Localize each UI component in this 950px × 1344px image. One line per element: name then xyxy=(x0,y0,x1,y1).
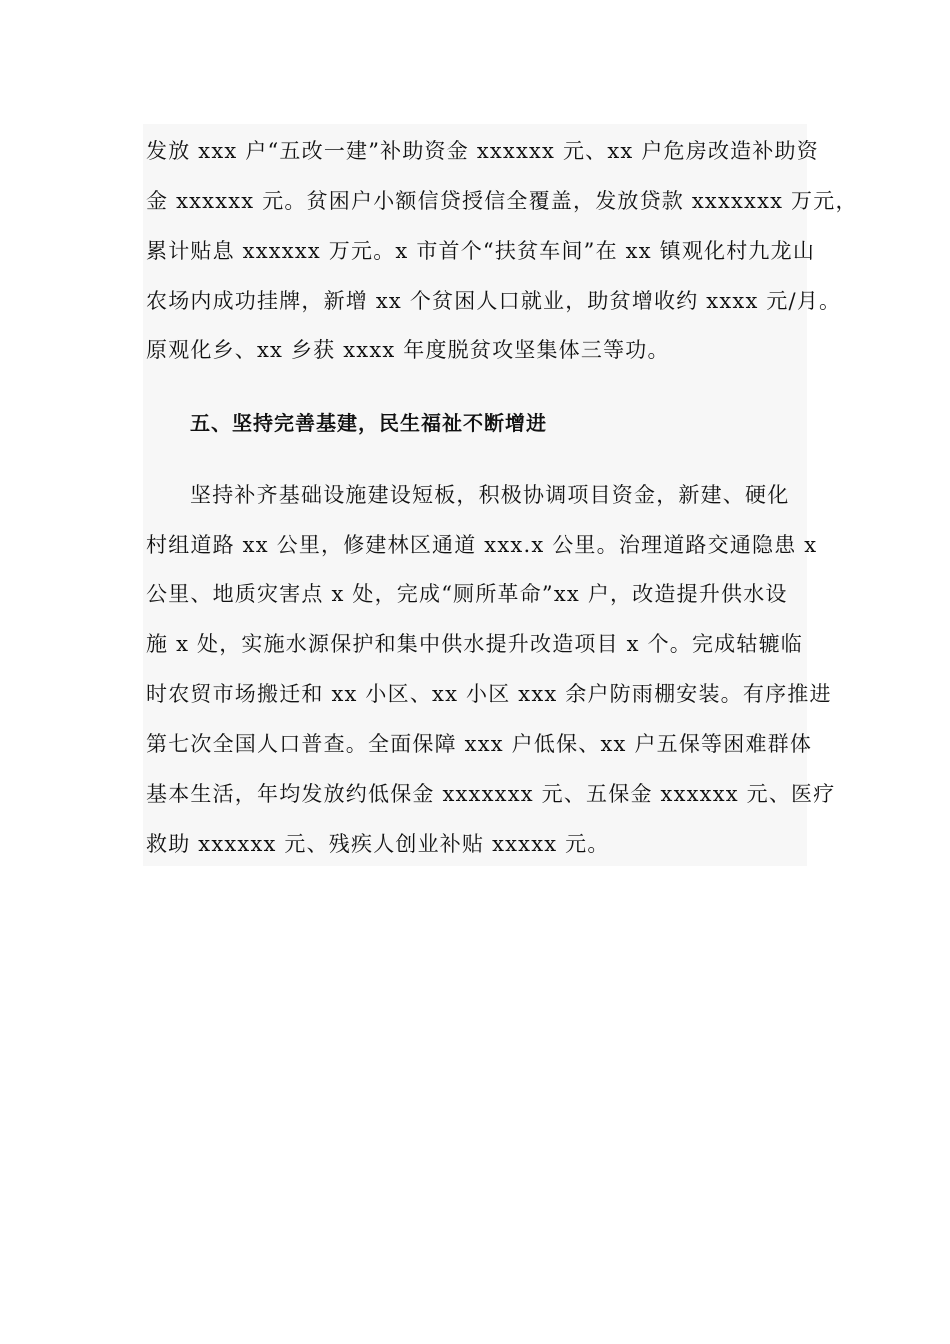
paragraph-1-line-1: 发放 xxx 户“五改一建”补助资金 xxxxxx 元、xx 户危房改造补助资 xyxy=(146,139,819,163)
paragraph-2-line-1: 坚持补齐基础设施建设短板，积极协调项目资金，新建、硬化 xyxy=(190,483,790,507)
paragraph-2-line-4: 施 x 处，实施水源保护和集中供水提升改造项目 x 个。完成轱辘临 xyxy=(146,632,803,656)
paragraph-1-line-5: 原观化乡、xx 乡获 xxxx 年度脱贫攻坚集体三等功。 xyxy=(146,338,670,362)
paragraph-2-line-8: 救助 xxxxxx 元、残疾人创业补贴 xxxxx 元。 xyxy=(146,832,610,856)
paragraph-1-line-4: 农场内成功挂牌，新增 xx 个贫困人口就业，助贫增收约 xxxx 元/月。 xyxy=(146,289,842,313)
paragraph-1-line-3: 累计贴息 xxxxxx 万元。x 市首个“扶贫车间”在 xx 镇观化村九龙山 xyxy=(146,239,816,263)
paragraph-2-line-3: 公里、地质灾害点 x 处，完成“厕所革命”xx 户，改造提升供水设 xyxy=(146,582,788,606)
paragraph-2-line-5: 时农贸市场搬迁和 xx 小区、xx 小区 xxx 余户防雨棚安装。有序推进 xyxy=(146,682,832,706)
paragraph-2-line-6: 第七次全国人口普查。全面保障 xxx 户低保、xx 户五保等困难群体 xyxy=(146,732,813,756)
section-heading: 五、坚持完善基建，民生福祉不断增进 xyxy=(190,411,547,435)
paragraph-2-line-7: 基本生活，年均发放约低保金 xxxxxxx 元、五保金 xxxxxx 元、医疗 xyxy=(146,782,836,806)
paragraph-1-line-2: 金 xxxxxx 元。贫困户小额信贷授信全覆盖，发放贷款 xxxxxxx 万元， xyxy=(146,189,858,213)
paragraph-2-line-2: 村组道路 xx 公里，修建林区通道 xxx.x 公里。治理道路交通隐患 x xyxy=(146,533,818,557)
